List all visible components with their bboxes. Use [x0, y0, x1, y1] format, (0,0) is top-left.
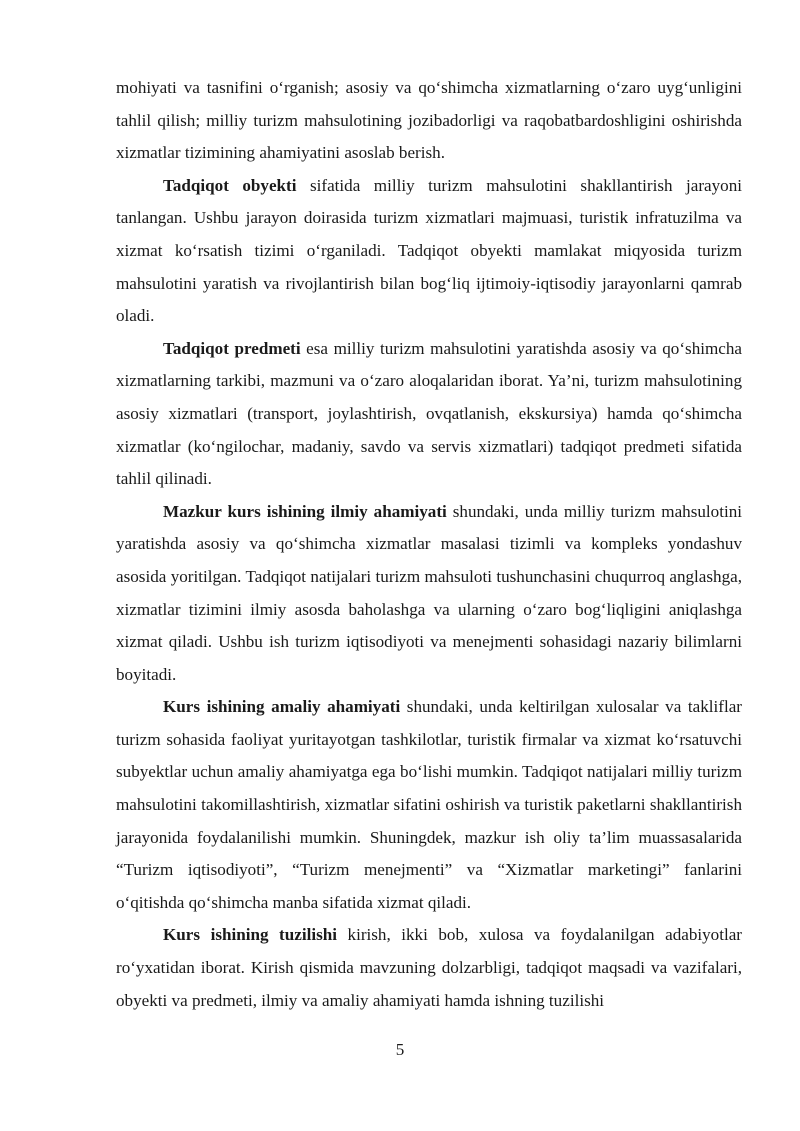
paragraph-heading: Kurs ishining tuzilishi — [163, 925, 337, 945]
paragraph-work-structure — [116, 919, 742, 1017]
paragraph-scientific-significance — [116, 496, 742, 692]
paragraph-practical-significance — [116, 691, 742, 919]
paragraph-text: sifatida milliy turizm mahsulotini shakllantirish jarayoni tanlangan. Ushbu jarayon doirasida turizm xizmatlari majmuasi, turistik infratuzilma va xizmat ko‘rsatish tizimi o‘rganiladi. Tadqiqot obyekti mamlakat miqyosida turizm mahsulotini yaratish va rivojlantirish bilan bog‘liq ijtimoiy-iqtisodiy jarayonlarni qamrab oladi. — [116, 175, 743, 326]
paragraph-heading: Kurs ishining amaliy ahamiyati — [163, 697, 401, 717]
paragraph-research-aims-continued — [116, 72, 742, 170]
paragraph-heading: Tadqiqot predmeti — [163, 338, 301, 358]
paragraph-heading: Tadqiqot obyekti — [163, 175, 297, 195]
paragraph-research-object — [116, 170, 742, 333]
document-page — [116, 72, 742, 1017]
paragraph-text: shundaki, unda keltirilgan xulosalar va takliflar turizm sohasida faoliyat yuritayotgan tashkilotlar, turistik firmalar va xizmat ko‘rsatuvchi subyektlar uchun amaliy ahamiyatga ega bo‘lishi mumkin. Tadqiqot natijalari milliy turizm mahsulotini takomillashtirish, xizmatlar sifatini oshirish va turistik paketlarni shakllantirish jarayonida foydalanilishi mumkin. Shuningdek, mazkur ish oliy ta’lim muassasalarida “Turizm iqtisodiyoti”, “Turizm menejmenti” va “Xizmatlar marketingi” fanlarini o‘qitishda qo‘shimcha manba sifatida xizmat qiladi. — [116, 697, 742, 912]
paragraph-text: kirish, ikki bob, xulosa va foydalanilgan adabiyotlar ro‘yxatidan iborat. Kirish qismida mavzuning dolzarbligi, tadqiqot maqsadi va vazifalari, obyekti va predmeti, ilmiy va amaliy ahamiyati hamda ishning tuzilishi — [116, 925, 743, 1010]
paragraph-text: mohiyati va tasnifini o‘rganish; asosiy va qo‘shimcha xizmatlarning o‘zaro uyg‘unligini tahlil qilish; milliy turizm mahsulotining jozibadorligi va raqobatbardoshligini oshirishda xizmatlar tizimining ahamiyatini asoslab berish. — [116, 78, 742, 163]
page-number: 5 — [395, 1040, 405, 1059]
paragraph-heading: Mazkur kurs ishining ilmiy ahamiyati — [163, 501, 447, 521]
paragraph-research-subject — [116, 333, 742, 496]
paragraph-text: shundaki, unda milliy turizm mahsulotini yaratishda asosiy va qo‘shimcha xizmatlar masalasi tizimli va kompleks yondashuv asosida yoritilgan. Tadqiqot natijalari turizm mahsuloti tushunchasini chuqurroq anglashga, xizmatlar tizimini ilmiy asosda baholashga va ularning o‘zaro bog‘liqligini aniqlashga xizmat qiladi. Ushbu ish turizm iqtisodiyoti va menejmenti sohasidagi nazariy bilimlarni boyitadi. — [116, 501, 742, 684]
paragraph-text: esa milliy turizm mahsulotini yaratishda asosiy va qo‘shimcha xizmatlarning tarkibi, mazmuni va o‘zaro aloqalaridan iborat. Ya’ni, turizm mahsulotining asosiy xizmatlari (transport, joylashtirish, ovqatlanish, ekskursiya) hamda qo‘shimcha xizmatlar (ko‘ngilochar, madaniy, savdo va servis xizmatlari) tadqiqot predmeti sifatida tahlil qilinadi. — [116, 338, 743, 489]
